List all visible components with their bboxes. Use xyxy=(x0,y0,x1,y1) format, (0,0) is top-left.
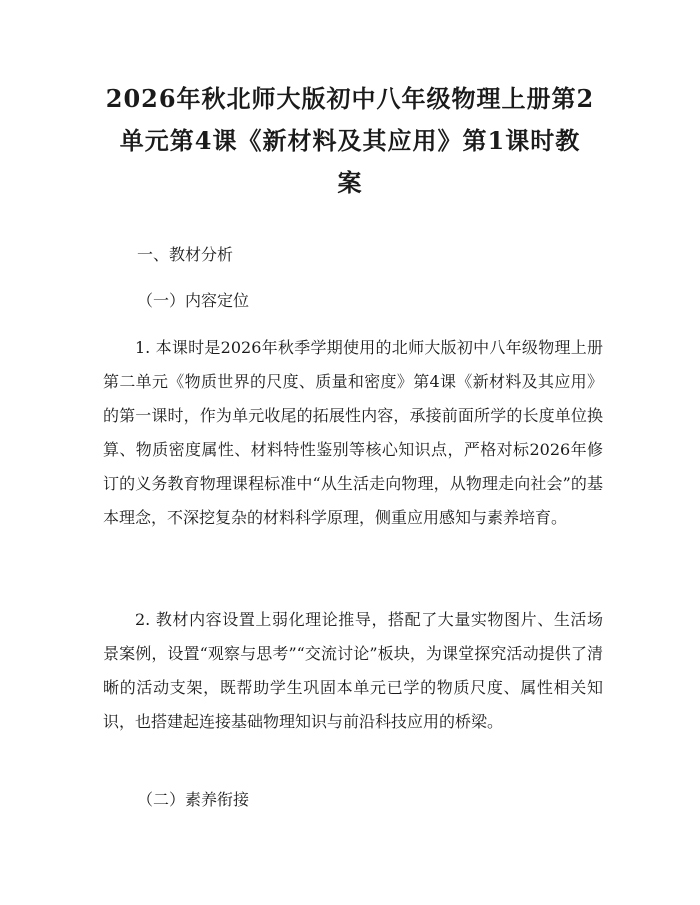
title-line-1: 2026年秋北师大版初中八年级物理上册第2 xyxy=(105,84,595,113)
paragraph-1: 1. 本课时是2026年秋季学期使用的北师大版初中八年级物理上册第二单元《物质世界的尺度、质量和密度》第4课《新材料及其应用》的第一课时，作为单元收尾的拓展性内容，承接前面所学的长度单位换算、物质密度属性、材料特性鉴别等核心知识点，严格对标2026年修订的义务教育物理课程标准中“从生活走向物理，从物理走向社会”的基本理念，不深挖复杂的材料科学原理，侧重应用感知与素养培育。 xyxy=(103,338,603,527)
subsection-heading-content-positioning: （一）内容定位 xyxy=(137,291,250,310)
paragraph-2: 2. 教材内容设置上弱化理论推导，搭配了大量实物图片、生活场景案例，设置“观察与思考”“交流讨论”板块，为课堂探究活动提供了清晰的活动支架，既帮助学生巩固本单元已学的物质尺度、属性相关知识，也搭建起连接基础物理知识与前沿科技应用的桥梁。 xyxy=(103,610,603,731)
section-heading-textbook-analysis: 一、教材分析 xyxy=(137,245,234,264)
document-title xyxy=(90,78,610,204)
title-line-2: 单元第4课《新材料及其应用》第1课时教 xyxy=(119,126,581,155)
subsection-heading-literacy-connection: （二）素养衔接 xyxy=(137,790,250,809)
title-line-3: 案 xyxy=(337,168,363,197)
